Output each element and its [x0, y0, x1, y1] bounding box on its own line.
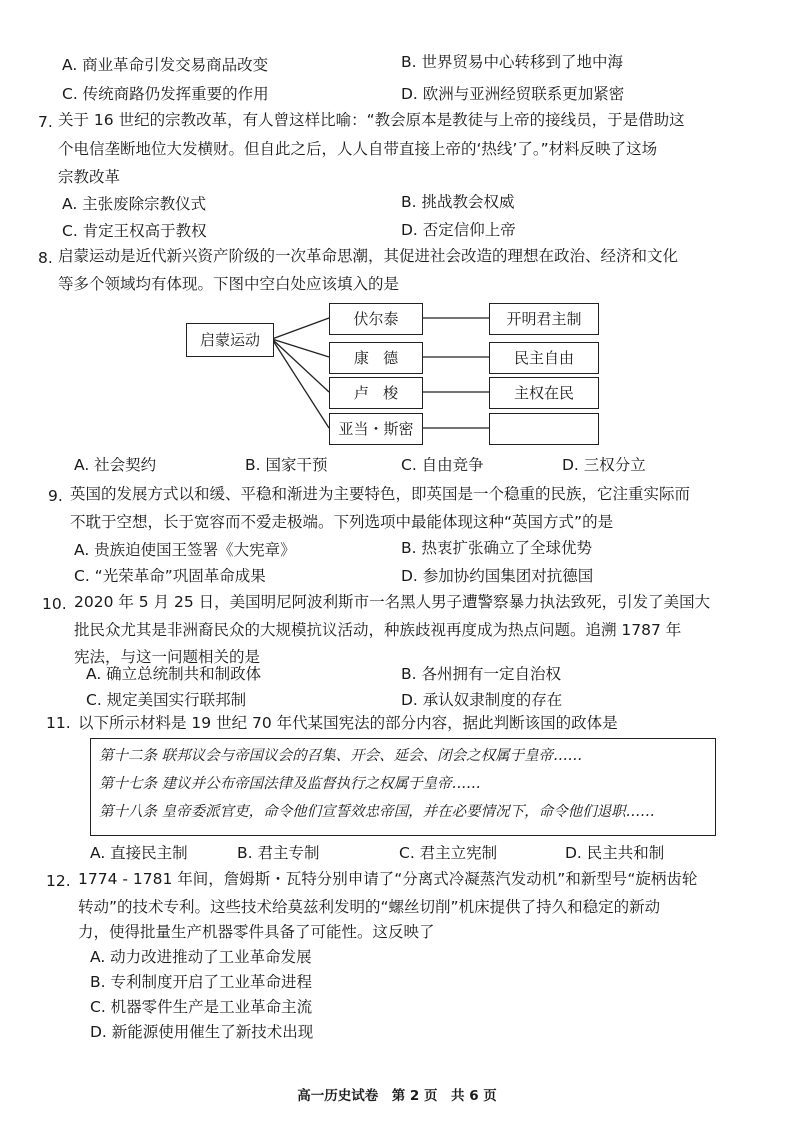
q7-stem-line-1: 关于 16 世纪的宗教改革，有人曾这样比喻：“教会原本是教徒与上帝的接线员，于是借助这: [58, 111, 685, 129]
diagram-root-enlightenment: 启蒙运动: [186, 323, 274, 357]
diagram-person-rousseau: 卢 梭: [329, 377, 423, 409]
q12-stem-line-3: 力，使得批量生产机器零件具备了可能性。这反映了: [78, 923, 435, 941]
page-footer: 高一历史试卷 第 2 页 共 6 页: [297, 1088, 497, 1104]
q12-number: 12.: [46, 872, 71, 890]
diagram-idea-popular-sovereignty: 主权在民: [489, 377, 599, 409]
diagram-person-adam-smith: 亚当・斯密: [329, 413, 423, 445]
q9-option-d: D. 参加协约国集团对抗德国: [401, 567, 594, 585]
q7-option-c: C. 肯定王权高于教权: [62, 222, 207, 240]
q11-article-18: 第十八条 皇帝委派官吏，命令他们宣誓效忠帝国，并在必要情况下，命令他们退职……: [99, 804, 655, 820]
q10-stem-line-2: 批民众尤其是非洲裔民众的大规模抗议活动，种族歧视再度成为热点问题。追溯 1787 年: [74, 621, 682, 639]
q6-option-b: B. 世界贸易中心转移到了地中海: [401, 53, 623, 71]
q11-option-a: A. 直接民主制: [90, 844, 188, 862]
q9-stem-line-2: 不耽于空想，长于宽容而不爱走极端。下列选项中最能体现这种“英国方式”的是: [70, 513, 614, 531]
q7-stem-line-2: 个电信垄断地位大发横财。但自此之后，人人自带直接上帝的‘热线’了。”材料反映了这场: [58, 140, 658, 158]
q10-option-a: A. 确立总统制共和制政体: [86, 665, 262, 683]
q11-constitution-excerpt: [90, 738, 716, 836]
q11-article-17: 第十七条 建议并公布帝国法律及监督执行之权属于皇帝……: [99, 776, 481, 792]
q9-option-c: C. “光荣革命”巩固革命成果: [74, 567, 266, 585]
q11-option-c: C. 君主立宪制: [399, 844, 498, 862]
q8-option-a: A. 社会契约: [74, 456, 157, 474]
q11-number: 11.: [46, 714, 71, 732]
q12-stem-line-2: 转动”的技术专利。这些技术给莫兹利发明的“螺丝切削”机床提供了持久和稳定的新动: [78, 898, 661, 916]
q7-option-a: A. 主张废除宗教仪式: [62, 195, 207, 213]
diagram-idea-blank: [489, 413, 599, 445]
q10-stem-line-3: 宪法，与这一问题相关的是: [74, 648, 261, 666]
q6-option-d: D. 欧洲与亚洲经贸联系更加紧密: [401, 85, 625, 103]
q10-option-c: C. 规定美国实行联邦制: [86, 691, 247, 709]
q12-option-a: A. 动力改进推动了工业革命发展: [90, 948, 312, 966]
q12-option-c: C. 机器零件生产是工业革命主流: [90, 998, 313, 1016]
q7-stem-line-3: 宗教改革: [58, 168, 121, 186]
q6-option-a: A. 商业革命引发交易商品改变: [62, 56, 269, 74]
q11-stem: 以下所示材料是 19 世纪 70 年代某国宪法的部分内容，据此判断该国的政体是: [78, 714, 618, 732]
q12-option-b: B. 专利制度开启了工业革命进程: [90, 973, 312, 991]
q8-option-d: D. 三权分立: [562, 456, 646, 474]
q10-number: 10.: [42, 595, 67, 613]
q8-option-c: C. 自由竞争: [401, 456, 484, 474]
q8-option-b: B. 国家干预: [245, 456, 328, 474]
q7-number: 7.: [38, 113, 53, 131]
q9-option-b: B. 热衷扩张确立了全球优势: [401, 539, 592, 557]
q10-option-b: B. 各州拥有一定自治权: [401, 665, 561, 683]
q9-stem-line-1: 英国的发展方式以和缓、平稳和渐进为主要特色，即英国是一个稳重的民族，它注重实际而: [70, 485, 691, 503]
q9-option-a: A. 贵族迫使国王签署《大宪章》: [74, 541, 296, 559]
q11-option-b: B. 君主专制: [237, 844, 320, 862]
diagram-person-kant: 康 德: [329, 342, 423, 374]
q9-number: 9.: [48, 487, 63, 505]
diagram-idea-democracy-freedom: 民主自由: [489, 342, 599, 374]
diagram-idea-enlightened-monarchy: 开明君主制: [489, 303, 599, 335]
q8-stem-line-1: 启蒙运动是近代新兴资产阶级的一次革命思潮，其促进社会改造的理想在政治、经济和文化: [58, 247, 679, 265]
q11-article-12: 第十二条 联邦议会与帝国议会的召集、开会、延会、闭会之权属于皇帝……: [99, 748, 583, 764]
q10-stem-line-1: 2020 年 5 月 25 日，美国明尼阿波利斯市一名黑人男子遭警察暴力执法致死，引发了美国大: [74, 593, 711, 611]
q6-option-c: C. 传统商路仍发挥重要的作用: [62, 85, 269, 103]
q11-option-d: D. 民主共和制: [565, 844, 665, 862]
q8-stem-line-2: 等多个领域均有体现。下图中空白处应该填入的是: [58, 275, 400, 293]
q8-number: 8.: [38, 249, 53, 267]
q12-option-d: D. 新能源使用催生了新技术出现: [90, 1023, 314, 1041]
q12-stem-line-1: 1774 - 1781 年间，詹姆斯・瓦特分别申请了“分离式冷凝蒸汽发动机”和新型号“旋柄齿轮: [78, 870, 698, 888]
q7-option-b: B. 挑战教会权威: [401, 193, 515, 211]
diagram-person-voltaire: 伏尔泰: [329, 303, 423, 335]
q10-option-d: D. 承认奴隶制度的存在: [401, 691, 563, 709]
q7-option-d: D. 否定信仰上帝: [401, 221, 516, 239]
